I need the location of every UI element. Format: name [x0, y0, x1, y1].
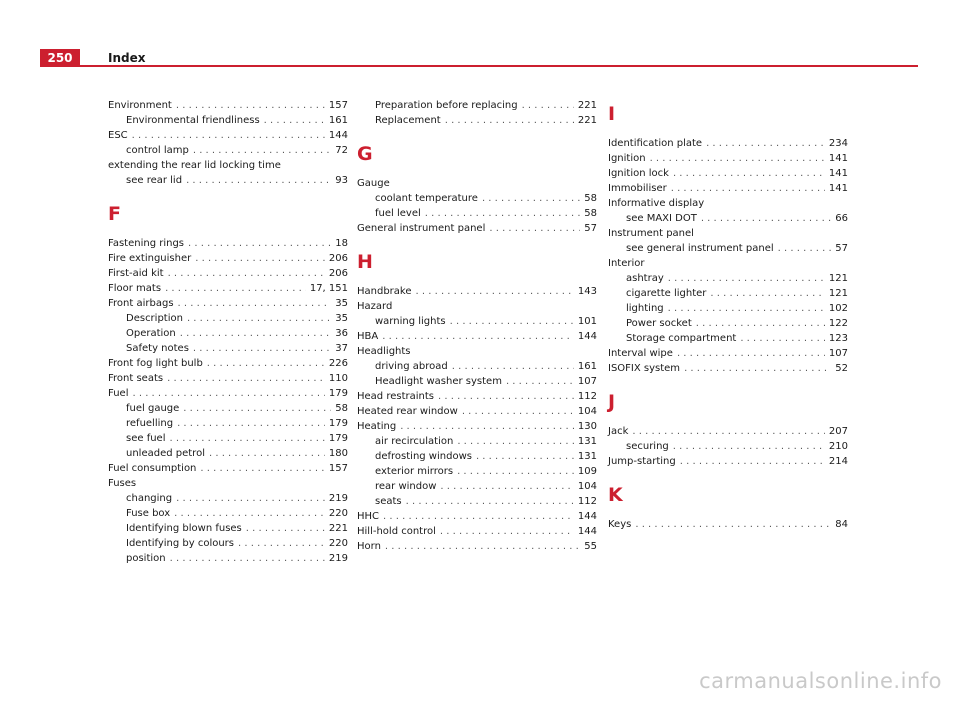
- page-reference: 207: [828, 426, 848, 437]
- index-entry: [357, 299, 597, 314]
- entry-label: see fuel: [126, 433, 166, 444]
- dot-leader: [132, 386, 324, 401]
- page-reference: 36: [335, 328, 348, 339]
- page-reference: 102: [828, 303, 848, 314]
- entry-label: Floor mats: [108, 283, 162, 294]
- page-reference: 107: [828, 348, 848, 359]
- index-entry: [108, 128, 348, 143]
- page-number: 250: [40, 49, 80, 67]
- page-reference: 112: [577, 496, 597, 507]
- entry-label: Ignition: [608, 153, 646, 164]
- page-reference: 221: [328, 523, 348, 534]
- dot-leader: [438, 389, 574, 404]
- index-entry: [108, 386, 348, 401]
- page-reference: 144: [577, 331, 597, 342]
- index-column-2: [357, 98, 597, 554]
- index-subentry: [108, 431, 348, 446]
- page-reference: 35: [335, 298, 348, 309]
- index-entry: [108, 371, 348, 386]
- entry-label: Head restraints: [357, 391, 434, 402]
- entry-label: Instrument panel: [608, 228, 694, 239]
- page-reference: 219: [328, 493, 348, 504]
- index-entry: [608, 424, 848, 439]
- dot-leader: [522, 98, 574, 113]
- page-reference: 122: [828, 318, 848, 329]
- entry-label: HBA: [357, 331, 379, 342]
- page-reference: 104: [577, 406, 597, 417]
- page-reference: 143: [577, 286, 597, 297]
- page-reference: 144: [328, 130, 348, 141]
- index-subentry: [608, 316, 848, 331]
- entry-label: Fuel consumption: [108, 463, 197, 474]
- index-subentry: [357, 113, 597, 128]
- dot-leader: [174, 506, 325, 521]
- index-entry: [108, 476, 348, 491]
- dot-leader: [176, 98, 325, 113]
- page-reference: 58: [335, 403, 348, 414]
- entry-label: Description: [126, 313, 183, 324]
- page-reference: 121: [828, 288, 848, 299]
- index-entry: [357, 524, 597, 539]
- section-letter: G: [357, 143, 373, 165]
- dot-leader: [264, 113, 325, 128]
- entry-label: cigarette lighter: [626, 288, 707, 299]
- dot-leader: [706, 136, 825, 151]
- dot-leader: [238, 536, 325, 551]
- index-subentry: [608, 271, 848, 286]
- section-letter: K: [608, 484, 623, 506]
- page-reference: 130: [577, 421, 597, 432]
- entry-label: Operation: [126, 328, 176, 339]
- entry-label: fuel level: [375, 208, 421, 219]
- index-subentry: [108, 491, 348, 506]
- page-title: Index: [108, 51, 146, 65]
- page-reference: 179: [328, 418, 348, 429]
- dot-leader: [476, 449, 574, 464]
- entry-label: HHC: [357, 511, 380, 522]
- index-entry: [608, 196, 848, 211]
- dot-leader: [482, 191, 580, 206]
- entry-label: General instrument panel: [357, 223, 486, 234]
- entry-label: Headlights: [357, 346, 411, 357]
- page-reference: 58: [584, 208, 597, 219]
- index-subentry: [357, 449, 597, 464]
- entry-label: Immobiliser: [608, 183, 667, 194]
- dot-leader: [200, 461, 325, 476]
- page-reference: 206: [328, 253, 348, 264]
- index-subentry: [357, 494, 597, 509]
- page-reference: 123: [828, 333, 848, 344]
- dot-leader: [778, 241, 832, 256]
- index-subentry: [357, 359, 597, 374]
- index-subentry: [108, 551, 348, 566]
- dot-leader: [167, 371, 325, 386]
- entry-label: see general instrument panel: [626, 243, 774, 254]
- page-reference: 109: [577, 466, 597, 477]
- index-entry: [357, 344, 597, 359]
- page-reference: 161: [328, 115, 348, 126]
- dot-leader: [170, 551, 325, 566]
- index-subentry: [108, 341, 348, 356]
- index-entry: [108, 281, 348, 296]
- entry-label: Heating: [357, 421, 397, 432]
- index-subentry: [108, 446, 348, 461]
- index-subentry: [108, 536, 348, 551]
- index-subentry: [608, 286, 848, 301]
- entry-label: fuel gauge: [126, 403, 180, 414]
- dot-leader: [416, 284, 574, 299]
- page-reference: 141: [828, 183, 848, 194]
- entry-label: Gauge: [357, 178, 390, 189]
- dot-leader: [440, 479, 574, 494]
- dot-leader: [193, 143, 331, 158]
- index-entry: [357, 284, 597, 299]
- dot-leader: [207, 356, 325, 371]
- index-entry: [108, 251, 348, 266]
- entry-label: Front airbags: [108, 298, 174, 309]
- page-reference: 84: [835, 519, 848, 530]
- entry-label: Replacement: [375, 115, 441, 126]
- page-reference: 220: [328, 508, 348, 519]
- entry-label: ESC: [108, 130, 128, 141]
- entry-label: air recirculation: [375, 436, 454, 447]
- entry-label: see MAXI DOT: [626, 213, 697, 224]
- entry-label: Front seats: [108, 373, 164, 384]
- index-subentry: [608, 439, 848, 454]
- page-reference: 101: [577, 316, 597, 327]
- index-subentry: [357, 434, 597, 449]
- dot-leader: [710, 286, 825, 301]
- dot-leader: [677, 346, 825, 361]
- entry-label: Power socket: [626, 318, 692, 329]
- entry-label: unleaded petrol: [126, 448, 205, 459]
- entry-label: Ignition lock: [608, 168, 669, 179]
- index-entry: [357, 221, 597, 236]
- section-letter: J: [608, 391, 616, 413]
- index-subentry: [108, 401, 348, 416]
- index-subentry: [357, 479, 597, 494]
- page-reference: 121: [828, 273, 848, 284]
- dot-leader: [132, 128, 325, 143]
- index-subentry: [357, 374, 597, 389]
- entry-label: lighting: [626, 303, 664, 314]
- index-column-3: [608, 98, 848, 532]
- entry-label: ashtray: [626, 273, 664, 284]
- index-subentry: [108, 326, 348, 341]
- entry-label: Identifying by colours: [126, 538, 235, 549]
- dot-leader: [169, 431, 324, 446]
- entry-label: Fire extinguisher: [108, 253, 192, 264]
- entry-label: Preparation before replacing: [375, 100, 518, 111]
- index-subentry: [108, 173, 348, 188]
- dot-leader: [635, 517, 831, 532]
- index-entry: [608, 226, 848, 241]
- header-divider: [40, 65, 918, 67]
- index-entry: [108, 266, 348, 281]
- index-entry: [608, 166, 848, 181]
- page-reference: 57: [584, 223, 597, 234]
- index-subentry: [357, 191, 597, 206]
- dot-leader: [383, 509, 574, 524]
- page-reference: 157: [328, 100, 348, 111]
- entry-label: Handbrake: [357, 286, 412, 297]
- dot-leader: [193, 341, 331, 356]
- index-subentry: [108, 143, 348, 158]
- entry-label: Interior: [608, 258, 645, 269]
- entry-label: Jack: [608, 426, 629, 437]
- dot-leader: [406, 494, 574, 509]
- entry-label: warning lights: [375, 316, 446, 327]
- index-entry: [108, 236, 348, 251]
- dot-leader: [180, 326, 332, 341]
- dot-leader: [183, 401, 331, 416]
- index-entry: [108, 98, 348, 113]
- entry-label: refuelling: [126, 418, 174, 429]
- dot-leader: [696, 316, 825, 331]
- page-reference: 226: [328, 358, 348, 369]
- page-reference: 210: [828, 441, 848, 452]
- index-entry: [357, 176, 597, 191]
- page-header: [40, 49, 918, 67]
- index-subentry: [357, 98, 597, 113]
- page-reference: 112: [577, 391, 597, 402]
- page-reference: 161: [577, 361, 597, 372]
- entry-label: see rear lid: [126, 175, 183, 186]
- page-reference: 179: [328, 388, 348, 399]
- page-reference: 221: [577, 115, 597, 126]
- dot-leader: [178, 296, 332, 311]
- page-reference: 57: [835, 243, 848, 254]
- index-entry: [357, 509, 597, 524]
- index-entry: [357, 329, 597, 344]
- page-reference: 234: [828, 138, 848, 149]
- index-entry: [357, 389, 597, 404]
- index-subentry: [608, 241, 848, 256]
- dot-leader: [680, 454, 825, 469]
- dot-leader: [168, 266, 325, 281]
- entry-label: changing: [126, 493, 173, 504]
- entry-label: exterior mirrors: [375, 466, 454, 477]
- dot-leader: [740, 331, 825, 346]
- dot-leader: [165, 281, 306, 296]
- page-reference: 52: [835, 363, 848, 374]
- dot-leader: [195, 251, 325, 266]
- index-entry: [608, 454, 848, 469]
- entry-label: coolant temperature: [375, 193, 478, 204]
- page-reference: 214: [828, 456, 848, 467]
- page-reference: 179: [328, 433, 348, 444]
- dot-leader: [462, 404, 574, 419]
- index-subentry: [357, 206, 597, 221]
- page-reference: 144: [577, 526, 597, 537]
- index-subentry: [108, 416, 348, 431]
- entry-label: Horn: [357, 541, 381, 552]
- page-reference: 144: [577, 511, 597, 522]
- entry-label: securing: [626, 441, 669, 452]
- entry-label: rear window: [375, 481, 437, 492]
- entry-label: Safety notes: [126, 343, 189, 354]
- entry-label: Interval wipe: [608, 348, 673, 359]
- index-column-1: [108, 98, 348, 566]
- index-entry: [357, 404, 597, 419]
- page-reference: 110: [328, 373, 348, 384]
- dot-leader: [457, 464, 574, 479]
- entry-label: Headlight washer system: [375, 376, 502, 387]
- entry-label: First-aid kit: [108, 268, 164, 279]
- dot-leader: [440, 524, 574, 539]
- index-entry: [608, 256, 848, 271]
- page-reference: 219: [328, 553, 348, 564]
- dot-leader: [452, 359, 574, 374]
- index-entry: [108, 461, 348, 476]
- page-reference: 37: [335, 343, 348, 354]
- index-entry: [608, 346, 848, 361]
- dot-leader: [668, 301, 825, 316]
- page-reference: 206: [328, 268, 348, 279]
- index-entry: [357, 419, 597, 434]
- index-subentry: [108, 506, 348, 521]
- page-reference: 66: [835, 213, 848, 224]
- index-subentry: [108, 311, 348, 326]
- dot-leader: [671, 181, 825, 196]
- index-entry: [608, 181, 848, 196]
- index-entry: [608, 136, 848, 151]
- dot-leader: [187, 311, 331, 326]
- dot-leader: [188, 236, 331, 251]
- dot-leader: [246, 521, 325, 536]
- dot-leader: [673, 166, 825, 181]
- entry-label: ISOFIX system: [608, 363, 681, 374]
- watermark: carmanualsonline.info: [699, 669, 942, 693]
- entry-label: Fuse box: [126, 508, 171, 519]
- page-reference: 141: [828, 153, 848, 164]
- page-reference: 93: [335, 175, 348, 186]
- entry-label: Fuses: [108, 478, 137, 489]
- dot-leader: [506, 374, 574, 389]
- page-reference: 107: [577, 376, 597, 387]
- entry-label: seats: [375, 496, 402, 507]
- index-subentry: [108, 113, 348, 128]
- index-entry: [608, 361, 848, 376]
- dot-leader: [177, 416, 325, 431]
- dot-leader: [457, 434, 574, 449]
- dot-leader: [176, 491, 325, 506]
- entry-label: Fastening rings: [108, 238, 185, 249]
- index-entry: [608, 517, 848, 532]
- dot-leader: [186, 173, 331, 188]
- entry-label: Identifying blown fuses: [126, 523, 242, 534]
- entry-label: Hazard: [357, 301, 393, 312]
- index-subentry: [108, 521, 348, 536]
- entry-label: driving abroad: [375, 361, 448, 372]
- entry-label: Environmental friendliness: [126, 115, 260, 126]
- dot-leader: [450, 314, 574, 329]
- entry-label: extending the rear lid locking time: [108, 160, 281, 171]
- section-letter: H: [357, 251, 373, 273]
- page-reference: 131: [577, 436, 597, 447]
- entry-label: Front fog light bulb: [108, 358, 203, 369]
- entry-label: Environment: [108, 100, 172, 111]
- dot-leader: [632, 424, 825, 439]
- index-entry: [608, 151, 848, 166]
- index-subentry: [357, 314, 597, 329]
- page-reference: 55: [584, 541, 597, 552]
- index-entry: [357, 539, 597, 554]
- index-subentry: [608, 211, 848, 226]
- dot-leader: [425, 206, 581, 221]
- dot-leader: [209, 446, 325, 461]
- page-reference: 221: [577, 100, 597, 111]
- page-reference: 180: [328, 448, 348, 459]
- page-reference: 17, 151: [309, 283, 348, 294]
- entry-label: Keys: [608, 519, 632, 530]
- dot-leader: [668, 271, 825, 286]
- entry-label: defrosting windows: [375, 451, 472, 462]
- dot-leader: [701, 211, 831, 226]
- entry-label: Informative display: [608, 198, 705, 209]
- entry-label: Heated rear window: [357, 406, 458, 417]
- section-letter: F: [108, 203, 121, 225]
- dot-leader: [400, 419, 574, 434]
- index-subentry: [608, 331, 848, 346]
- index-subentry: [608, 301, 848, 316]
- dot-leader: [445, 113, 574, 128]
- entry-label: Storage compartment: [626, 333, 737, 344]
- page-reference: 58: [584, 193, 597, 204]
- entry-label: Fuel: [108, 388, 129, 399]
- entry-label: position: [126, 553, 166, 564]
- entry-label: Hill-hold control: [357, 526, 436, 537]
- entry-label: Identification plate: [608, 138, 703, 149]
- page-reference: 220: [328, 538, 348, 549]
- page-reference: 157: [328, 463, 348, 474]
- dot-leader: [382, 329, 574, 344]
- page-reference: 18: [335, 238, 348, 249]
- index-entry: [108, 158, 348, 173]
- index-subentry: [357, 464, 597, 479]
- page-reference: 131: [577, 451, 597, 462]
- page-reference: 104: [577, 481, 597, 492]
- dot-leader: [650, 151, 825, 166]
- page-reference: 72: [335, 145, 348, 156]
- dot-leader: [673, 439, 825, 454]
- entry-label: control lamp: [126, 145, 189, 156]
- dot-leader: [385, 539, 580, 554]
- index-entry: [108, 356, 348, 371]
- page-reference: 35: [335, 313, 348, 324]
- index-entry: [108, 296, 348, 311]
- section-letter: I: [608, 103, 616, 125]
- dot-leader: [489, 221, 580, 236]
- dot-leader: [684, 361, 831, 376]
- page-reference: 141: [828, 168, 848, 179]
- entry-label: Jump-starting: [608, 456, 676, 467]
